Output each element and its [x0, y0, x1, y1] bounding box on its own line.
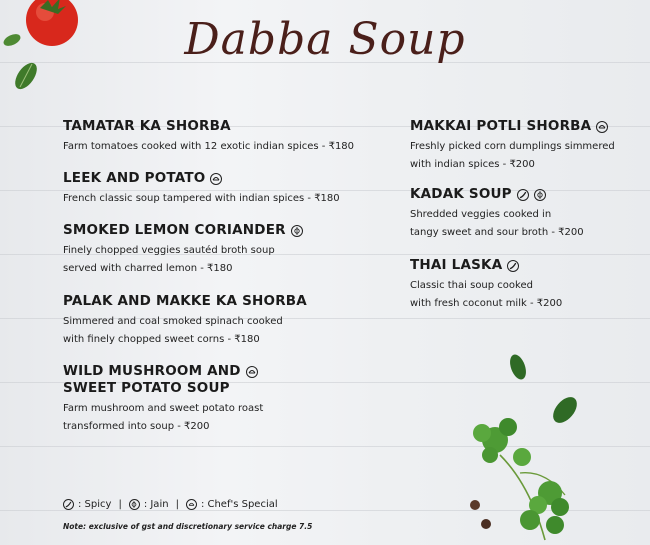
menu-item: [410, 186, 650, 242]
item-name: TAMATAR KA SHORBA: [63, 118, 231, 134]
legend-separator: |: [118, 499, 122, 510]
item-name: KADAK SOUP: [410, 186, 512, 202]
item-description: Shredded veggies cooked in: [410, 209, 552, 220]
legend-separator: |: [175, 499, 179, 510]
menu-item: [63, 222, 363, 278]
item-description: Farm mushroom and sweet potato roast: [63, 403, 264, 414]
jain-icon: [534, 189, 546, 201]
spicy-icon: [507, 260, 519, 272]
item-description: Classic thai soup cooked: [410, 280, 533, 291]
spicy-icon: [517, 189, 529, 201]
menu-item: [410, 257, 650, 313]
item-name: LEEK AND POTATO: [63, 170, 206, 186]
legend-jain: : Jain: [143, 499, 169, 510]
chef-special-icon: [596, 121, 608, 133]
item-name: THAI LASKA: [410, 257, 503, 273]
menu-item: [410, 118, 650, 174]
item-description: Simmered and coal smoked spinach cooked: [63, 316, 283, 327]
legend-spicy: : Spicy: [78, 499, 112, 510]
item-name: WILD MUSHROOM AND: [63, 363, 241, 379]
item-description: tangy sweet and sour broth - ₹200: [410, 227, 584, 238]
item-name: PALAK AND MAKKE KA SHORBA: [63, 293, 307, 309]
jain-icon: [129, 499, 140, 510]
item-description: with finely chopped sweet corns - ₹180: [63, 334, 260, 345]
legend-chef-special: : Chef's Special: [200, 499, 278, 510]
menu-item: [63, 170, 363, 208]
item-name: MAKKAI POTLI SHORBA: [410, 118, 592, 134]
coriander-decoration: [460, 345, 590, 545]
item-name: SWEET POTATO SOUP: [63, 380, 230, 396]
item-description: Freshly picked corn dumplings simmered: [410, 141, 615, 152]
item-name: SMOKED LEMON CORIANDER: [63, 222, 286, 238]
spicy-icon: [63, 499, 74, 510]
menu-item: [63, 118, 363, 156]
jain-icon: [291, 225, 303, 237]
item-description: with fresh coconut milk - ₹200: [410, 298, 563, 309]
legend: [63, 499, 278, 510]
item-description: French classic soup tampered with indian spices - ₹180: [63, 193, 340, 204]
chef-special-icon: [186, 499, 197, 510]
chef-special-icon: [210, 173, 222, 185]
menu-item: [63, 293, 363, 349]
item-description: served with charred lemon - ₹180: [63, 263, 233, 274]
menu-item: [63, 363, 363, 436]
item-description: Finely chopped veggies sautéd broth soup: [63, 245, 275, 256]
footnote: Note: exclusive of gst and discretionary service charge 7.5: [63, 522, 313, 531]
item-description: transformed into soup - ₹200: [63, 421, 210, 432]
item-description: Farm tomatoes cooked with 12 exotic indian spices - ₹180: [63, 141, 355, 152]
chef-special-icon: [246, 366, 258, 378]
menu-title: Dabba Soup: [184, 14, 466, 65]
item-description: with indian spices - ₹200: [410, 159, 535, 170]
